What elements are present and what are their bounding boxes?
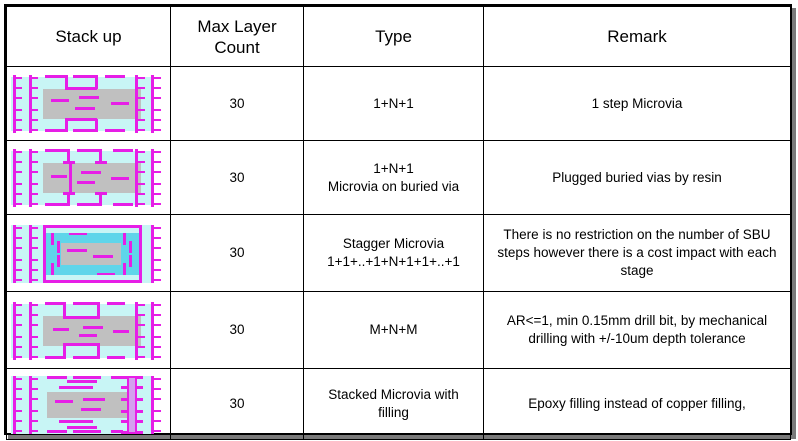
type-line: Stacked Microvia with xyxy=(328,387,459,402)
max-layer-count-cell: 30 xyxy=(171,369,304,440)
type-line: 1+N+1 xyxy=(373,160,414,176)
stackup-table-frame xyxy=(4,4,792,435)
stackup-stagger-microvia-diagram xyxy=(7,219,171,288)
max-layer-count-cell: 30 xyxy=(171,67,304,141)
header-stackup: Stack up xyxy=(7,7,171,67)
type-line: M+N+M xyxy=(369,322,418,337)
header-row xyxy=(7,7,791,67)
stackup-1n1-microvia-diagram xyxy=(7,69,171,138)
type-line: filling xyxy=(378,405,409,420)
table-row xyxy=(7,141,791,215)
remark-cell: There is no restriction on the number of SBU steps however there is a cost impact with each stage xyxy=(484,215,791,292)
table-row xyxy=(7,369,791,440)
remark-cell: 1 step Microvia xyxy=(484,67,791,141)
type-cell xyxy=(304,292,484,369)
stackup-cell xyxy=(7,215,171,292)
remark-cell: AR<=1, min 0.15mm drill bit, by mechanical drilling with +/-10um depth tolerance xyxy=(484,292,791,369)
stackup-cell xyxy=(7,141,171,215)
header-max-layer-count: Max Layer Count xyxy=(171,7,304,67)
stackup-microvia-on-buried-via-diagram xyxy=(7,143,171,212)
stackup-cell xyxy=(7,369,171,440)
remark-cell: Epoxy filling instead of copper filling, xyxy=(484,369,791,440)
stackup-cell xyxy=(7,67,171,141)
remark-cell: Plugged buried vias by resin xyxy=(484,141,791,215)
type-line: Microvia on buried via xyxy=(327,178,460,194)
type-cell xyxy=(304,67,484,141)
table-row xyxy=(7,67,791,141)
type-cell xyxy=(304,369,484,440)
table-row xyxy=(7,215,791,292)
type-cell xyxy=(304,215,484,292)
stackup-cell xyxy=(7,292,171,369)
max-layer-count-cell: 30 xyxy=(171,292,304,369)
header-type: Type xyxy=(304,7,484,67)
stackup-mnm-diagram xyxy=(7,296,171,365)
max-layer-count-cell: 30 xyxy=(171,141,304,215)
stackup-table xyxy=(6,6,791,440)
max-layer-count-cell: 30 xyxy=(171,215,304,292)
type-line: 1+1+..+1+N+1+1+..+1 xyxy=(327,254,460,269)
type-line: Stagger Microvia xyxy=(342,236,445,251)
type-cell xyxy=(304,141,484,215)
table-row xyxy=(7,292,791,369)
header-remark: Remark xyxy=(484,7,791,67)
type-line: 1+N+1 xyxy=(373,95,414,111)
stackup-stacked-microvia-diagram xyxy=(7,370,171,439)
